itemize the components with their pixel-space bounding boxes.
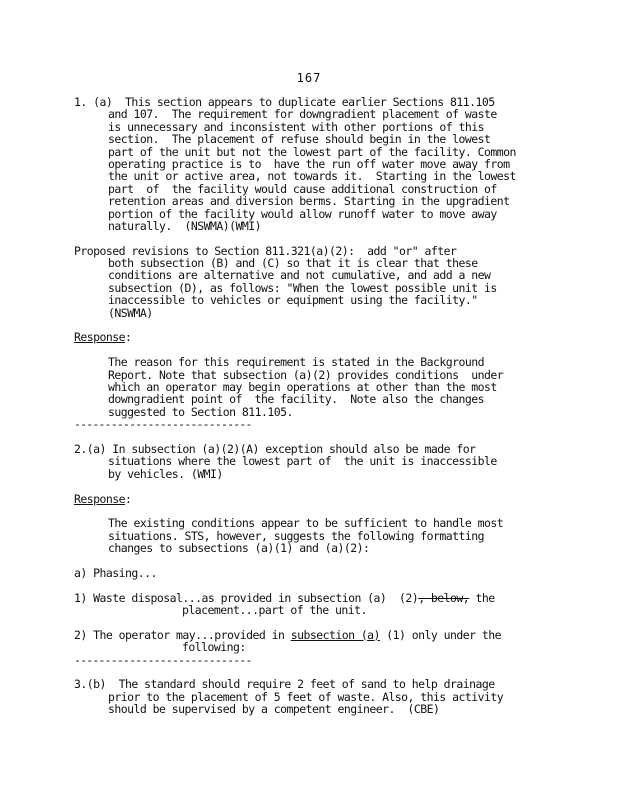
response-1-line: Report. Note that subsection (a)(2) provides conditions under: [108, 367, 504, 382]
response-heading: [74, 493, 554, 505]
response-2-line: changes to subsections (a)(1) and (a)(2):: [108, 541, 370, 556]
response-heading: [74, 331, 554, 343]
response-heading-colon: :: [125, 491, 132, 506]
comment-3-line: should be supervised by a competent engineer. (CBE): [108, 702, 440, 717]
response-heading-text: Response: [74, 330, 125, 345]
response-2-line: The existing conditions appear to be sufficient to handle most: [108, 516, 504, 531]
response-1-line: which an operator may begin operations at other than the most: [108, 379, 497, 394]
section-divider: -----------------------------: [74, 417, 252, 432]
change-2-text-end: (1) only under the: [379, 627, 502, 642]
comment-3: [74, 678, 554, 715]
comment-2-line: situations where the lowest part of the unit is inaccessible: [108, 454, 497, 469]
response-2-line: situations. STS, however, suggests the following formatting: [108, 528, 485, 543]
comment-1-line: naturally. (NSWMA)(WMI): [108, 218, 261, 233]
change-2-inserted-text: subsection (a): [290, 627, 380, 642]
proposal-line: (NSWMA): [108, 305, 153, 320]
comment-2: [74, 443, 554, 480]
response-1: [74, 331, 554, 430]
comment-1-line: portion of the facility would allow runoff water to move away: [108, 206, 497, 221]
change-1-text-end: the: [469, 590, 495, 605]
comment-2-line: 2.(a) In subsection (a)(2)(A) exception should also be made for: [74, 441, 476, 456]
phasing-line: a) Phasing...: [74, 565, 157, 580]
comment-1-line: 1. (a) This section appears to duplicate earlier Sections 811.105: [74, 95, 495, 109]
section-divider: -----------------------------: [74, 652, 252, 667]
comment-1-line: and 107. The requirement for downgradient placement of waste: [108, 107, 497, 122]
comment-1-line: part of the facility would cause additional construction of: [108, 181, 497, 196]
proposed-change-2-cont: following:: [182, 640, 246, 655]
response-1-line: The reason for this requirement is stated in the Background: [108, 355, 485, 370]
spacer: [74, 554, 554, 566]
page-number: 167: [296, 71, 322, 85]
change-1-text: 1) Waste disposal...as provided in subsection (a) (2): [74, 590, 419, 605]
change-1-deleted-text: , below,: [418, 590, 470, 605]
comment-1-line: is unnecessary and inconsistent with other portions of this: [108, 119, 485, 134]
proposed-revision: [74, 245, 554, 319]
response-heading-colon: :: [125, 330, 132, 345]
response-1-line: downgradient point of the facility. Note also the changes: [108, 392, 485, 407]
response-2: [74, 493, 554, 666]
comment-1-line: the unit or active area, not towards it. Starting in the lowest: [108, 169, 516, 184]
proposal-line: both subsection (B) and (C) so that it is clear that these: [108, 256, 478, 271]
response-heading-text: Response: [74, 491, 125, 506]
proposal-line: inaccessible to vehicles or equipment using the facility.": [108, 293, 478, 308]
comment-1-line: part of the unit but not the lowest part of the facility. Common: [108, 144, 516, 159]
proposal-line: subsection (D), as follows: "When the lowest possible unit is: [108, 280, 497, 295]
comment-2-line: by vehicles. (WMI): [108, 466, 223, 481]
comment-1-line: section. The placement of refuse should begin in the lowest: [108, 132, 491, 147]
comment-3-line: 3.(b) The standard should require 2 feet of sand to help drainage: [74, 677, 495, 692]
spacer: [74, 319, 554, 331]
proposal-line: Proposed revisions to Section 811.321(a)(2): add "or" after: [74, 243, 457, 258]
proposed-change-2: [74, 629, 554, 641]
comment-1-line: operating practice is to have the run off water move away from: [108, 156, 510, 171]
spacer: [74, 232, 554, 244]
comment-3-line: prior to the placement of 5 feet of waste. Also, this activity: [108, 689, 504, 704]
change-2-text: 2) The operator may...provided in: [74, 627, 291, 642]
spacer: [74, 480, 554, 492]
comment-1: [74, 96, 554, 232]
response-1-line: suggested to Section 811.105.: [108, 404, 293, 419]
proposed-change-1-cont: placement...part of the unit.: [182, 603, 367, 618]
proposal-line: conditions are alternative and not cumulative, and add a new: [108, 268, 491, 283]
comment-1-line: retention areas and diversion berms. Starting in the upgradient: [108, 194, 510, 209]
document-body: [74, 96, 554, 716]
